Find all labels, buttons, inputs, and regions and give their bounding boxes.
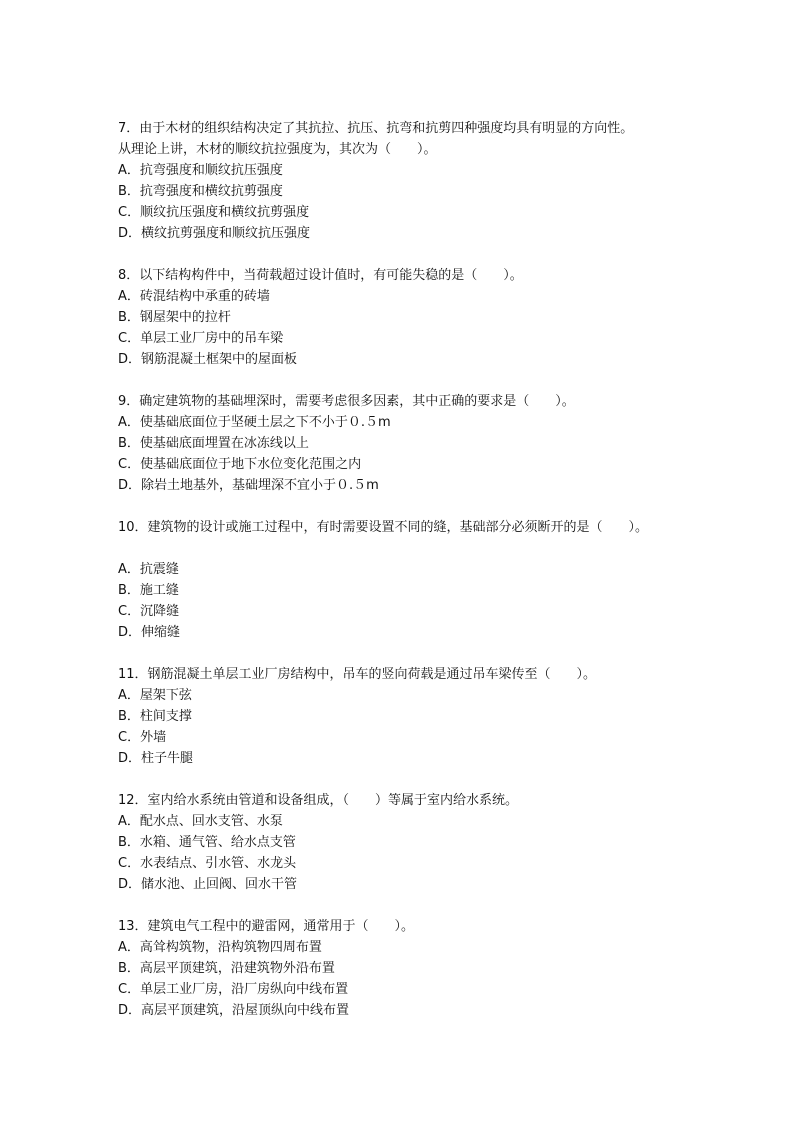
option-d: D．伸缩缝 [118, 625, 181, 640]
option-c: C．顺纹抗压强度和横纹抗剪强度 [118, 205, 310, 220]
option-c: C．使基础底面位于地下水位变化范围之内 [118, 457, 362, 472]
question-13 [118, 916, 758, 1021]
question-stem: 8．以下结构构件中，当荷载超过设计值时，有可能失稳的是（ ）。 [118, 268, 523, 283]
option-a: A．使基础底面位于坚硬土层之下不小于０.５m [118, 415, 391, 430]
question-stem: 从理论上讲，木材的顺纹抗拉强度为，其次为（ ）。 [118, 142, 437, 157]
question-12 [118, 790, 758, 895]
option-b: B．使基础底面埋置在冰冻线以上 [118, 436, 309, 451]
question-stem: 10．建筑物的设计或施工过程中，有时需要设置不同的缝，基础部分必须断开的是（ ）。 [118, 520, 649, 535]
option-a: A．砖混结构中承重的砖墙 [118, 289, 270, 304]
option-c: C．单层工业厂房中的吊车梁 [118, 331, 284, 346]
document-page [118, 118, 758, 1042]
option-d: D．钢筋混凝土框架中的屋面板 [118, 352, 298, 367]
question-8 [118, 265, 758, 370]
question-9 [118, 391, 758, 496]
option-a: A．屋架下弦 [118, 688, 192, 703]
question-7 [118, 118, 758, 244]
option-b: B．施工缝 [118, 583, 179, 598]
option-c: C．沉降缝 [118, 604, 180, 619]
option-d: D．储水池、止回阀、回水干管 [118, 877, 298, 892]
option-b: B．抗弯强度和横纹抗剪强度 [118, 184, 283, 199]
option-a: A．抗震缝 [118, 562, 179, 577]
question-11 [118, 664, 758, 769]
question-stem: 11．钢筋混凝土单层工业厂房结构中，吊车的竖向荷载是通过吊车梁传至（ ）。 [118, 667, 597, 682]
blank-line [118, 538, 758, 559]
option-d: D．高层平顶建筑，沿屋顶纵向中线布置 [118, 1003, 350, 1018]
option-a: A．高耸构筑物，沿构筑物四周布置 [118, 940, 322, 955]
question-stem: 12．室内给水系统由管道和设备组成，（ ）等属于室内给水系统。 [118, 793, 519, 808]
question-stem: 13．建筑电气工程中的避雷网，通常用于（ ）。 [118, 919, 415, 934]
question-stem: 9．确定建筑物的基础埋深时，需要考虑很多因素，其中正确的要求是（ ）。 [118, 394, 575, 409]
option-a: A．抗弯强度和顺纹抗压强度 [118, 163, 283, 178]
question-10 [118, 517, 758, 643]
question-stem: 7．由于木材的组织结构决定了其抗拉、抗压、抗弯和抗剪四种强度均具有明显的方向性。 [118, 121, 634, 136]
option-d: D．除岩土地基外，基础埋深不宜小于０.５m [118, 478, 379, 493]
option-b: B．柱间支撑 [118, 709, 192, 724]
option-d: D．横纹抗剪强度和顺纹抗压强度 [118, 226, 311, 241]
option-b: B．钢屋架中的拉杆 [118, 310, 231, 325]
option-c: C．外墙 [118, 730, 167, 745]
option-b: B．水箱、通气管、给水点支管 [118, 835, 296, 850]
option-c: C．单层工业厂房，沿厂房纵向中线布置 [118, 982, 349, 997]
option-d: D．柱子牛腿 [118, 751, 194, 766]
option-c: C．水表结点、引水管、水龙头 [118, 856, 297, 871]
option-b: B．高层平顶建筑，沿建筑物外沿布置 [118, 961, 335, 976]
option-a: A．配水点、回水支管、水泵 [118, 814, 283, 829]
